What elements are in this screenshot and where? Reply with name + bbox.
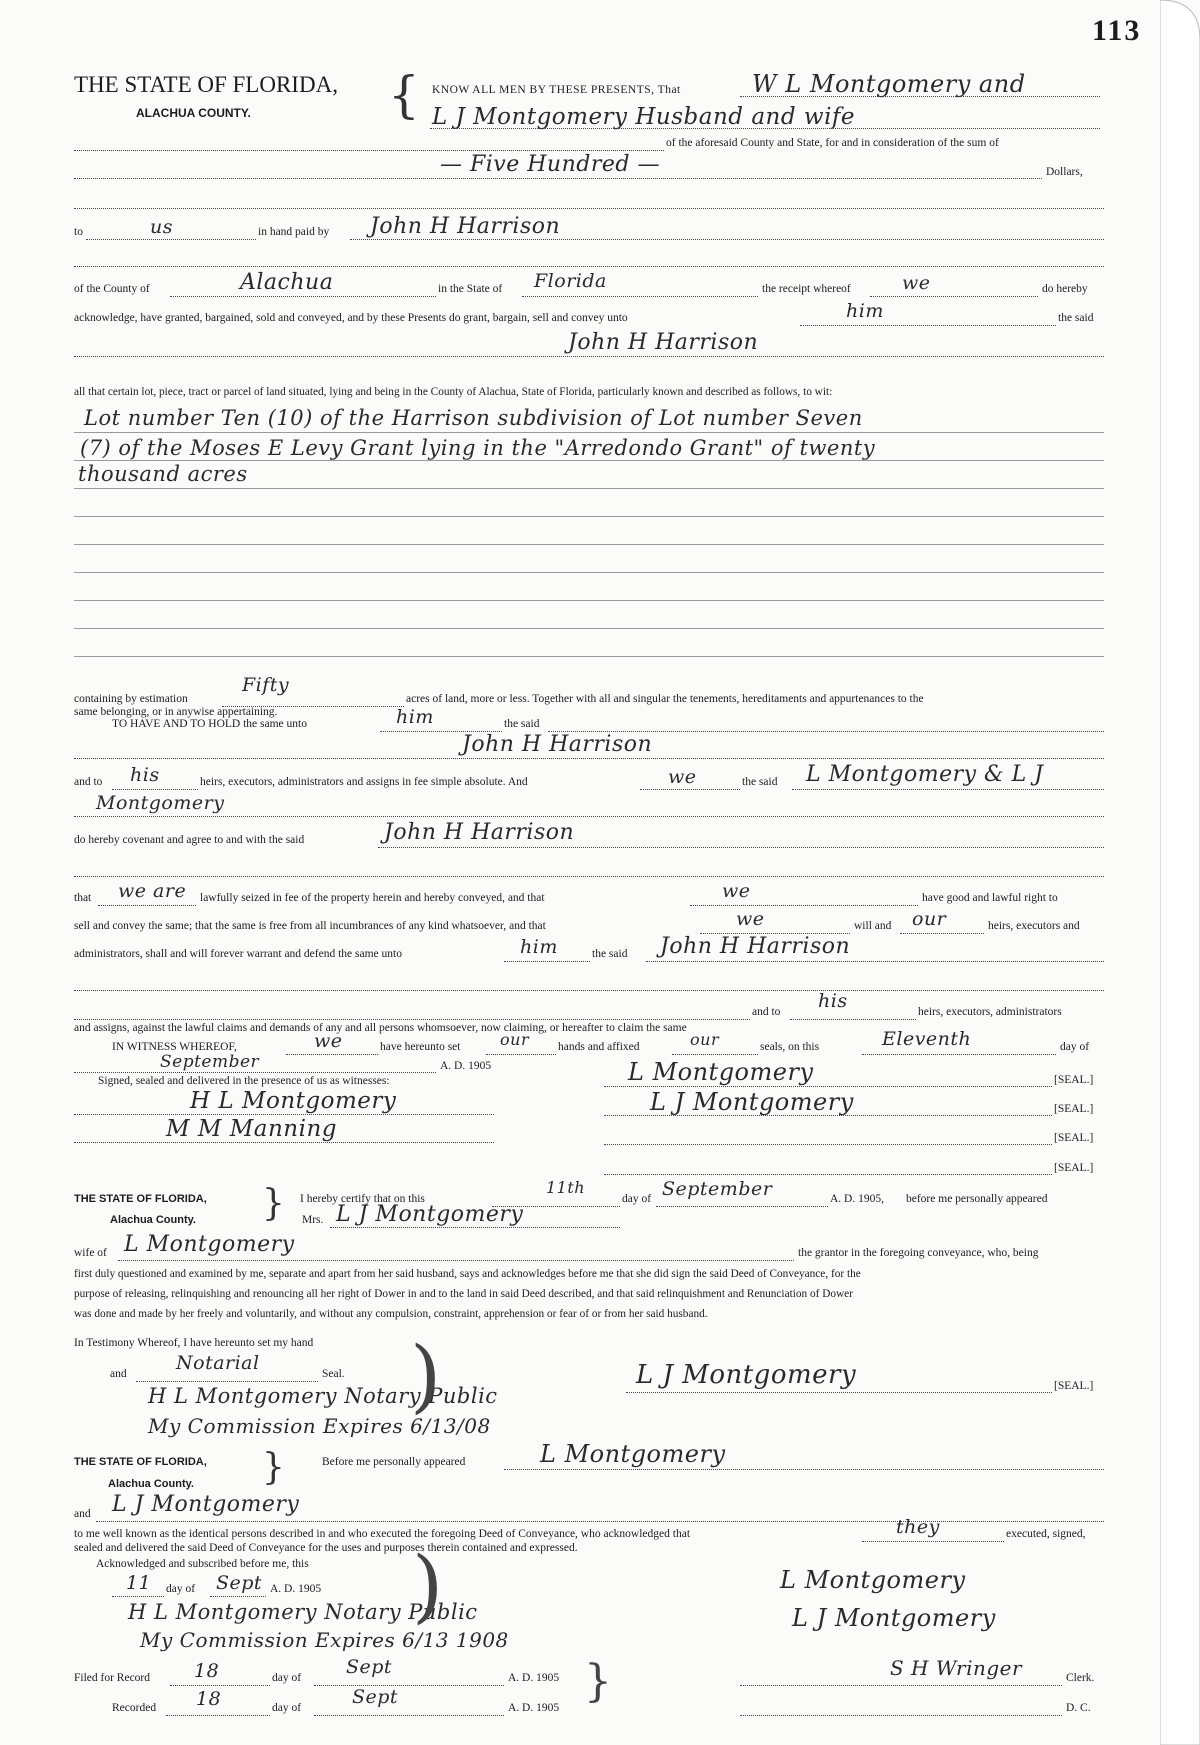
- filed-day-handwriting: 18: [194, 1660, 220, 1682]
- ack2-known-1: to me well known as the identical persons described in and who executed the foregoing Deed of Conveyance, who acknowledged that: [74, 1528, 691, 1540]
- in-state-label: in the State of: [438, 283, 503, 295]
- ack1-day-of: day of: [622, 1193, 652, 1205]
- rule: [504, 1469, 1104, 1470]
- rule: [74, 572, 1104, 573]
- ack1-seal-brace: ): [410, 1329, 442, 1422]
- clerk-label: Clerk.: [1066, 1672, 1095, 1684]
- ack1-signature: L J Montgomery: [636, 1360, 857, 1390]
- county-title: ALACHUA COUNTY.: [136, 106, 251, 120]
- witness-2-signature: M M Manning: [166, 1116, 338, 1142]
- witness-1-signature: H L Montgomery: [190, 1088, 397, 1114]
- rule: [74, 460, 1104, 461]
- know-all-text: KNOW ALL MEN BY THESE PRESENTS, That: [432, 84, 681, 96]
- rule: [74, 758, 1104, 759]
- good-handwriting: we: [722, 880, 751, 902]
- ack2-signature-2: L J Montgomery: [792, 1604, 996, 1632]
- day-of-label: day of: [1060, 1041, 1090, 1053]
- and-to-handwriting: his: [130, 764, 160, 786]
- rule: [96, 1521, 1104, 1522]
- rule: [740, 1685, 1062, 1686]
- recorded-day-handwriting: 18: [196, 1688, 222, 1710]
- ack2-before-me: Before me personally appeared: [322, 1456, 466, 1468]
- said-handwriting-2: Montgomery: [96, 792, 225, 814]
- have-set-label: have hereunto set: [380, 1041, 461, 1053]
- rule: [522, 296, 758, 297]
- ack2-commission-handwriting: My Commission Expires 6/13 1908: [140, 1628, 509, 1652]
- rule: [98, 905, 196, 906]
- covenant-handwriting: John H Harrison: [384, 820, 575, 845]
- grantor-handwriting-2: L J Montgomery Husband and wife: [432, 104, 856, 130]
- and-to-label: and to: [74, 776, 103, 788]
- aforesaid-text: of the aforesaid County and State, for and in consideration of the sum of: [666, 137, 999, 149]
- ack1-wife-of: wife of: [74, 1247, 107, 1259]
- rule: [604, 1174, 1052, 1175]
- recorded-month-handwriting: Sept: [352, 1686, 399, 1708]
- rule: [900, 933, 984, 934]
- rule: [314, 1715, 504, 1716]
- grantor-handwriting-1: W L Montgomery and: [752, 70, 1026, 98]
- rule: [74, 816, 1104, 817]
- rule: [74, 356, 1104, 357]
- defend-handwriting: him: [520, 936, 558, 958]
- signed-sealed-text: Signed, sealed and delivered in the presence of us as witnesses:: [98, 1075, 390, 1087]
- rule: [74, 208, 1104, 209]
- rule: [74, 600, 1104, 601]
- filing-brace: }: [584, 1656, 612, 1707]
- will-and-label: will and: [854, 920, 892, 932]
- rule: [740, 1715, 1062, 1716]
- to-label: to: [74, 226, 83, 238]
- rule: [314, 1685, 504, 1686]
- rule: [504, 961, 590, 962]
- ack2-state: THE STATE OF FLORIDA,: [74, 1456, 207, 1468]
- rule: [74, 266, 1104, 267]
- of-county-label: of the County of: [74, 283, 150, 295]
- rule: [286, 1054, 378, 1055]
- do-hereby-label: do hereby: [1042, 283, 1088, 295]
- and-to-label-2: and to: [752, 1006, 781, 1018]
- will-handwriting: we: [736, 908, 765, 930]
- convey-handwriting: him: [846, 300, 884, 322]
- rule: [86, 239, 256, 240]
- admin-text: administrators, shall and will forever warrant and defend the same unto: [74, 948, 402, 960]
- grantee-handwriting: John H Harrison: [568, 330, 759, 355]
- ack1-notary-handwriting: H L Montgomery Notary Public: [148, 1384, 498, 1408]
- ack1-seal-word: Seal.: [322, 1368, 345, 1380]
- ad-year-label: A. D. 1905: [440, 1060, 492, 1072]
- filed-day-of: day of: [272, 1672, 302, 1684]
- ack1-brace: }: [262, 1183, 285, 1224]
- rule: [330, 1227, 620, 1228]
- rule: [74, 990, 1104, 991]
- header-brace: {: [388, 66, 420, 124]
- filed-label: Filed for Record: [74, 1672, 151, 1684]
- set-handwriting: our: [500, 1030, 530, 1049]
- have-said-label: the said: [504, 718, 540, 730]
- the-said-label-2: the said: [742, 776, 778, 788]
- ack2-executed: executed, signed,: [1006, 1528, 1086, 1540]
- ack1-and: and: [110, 1368, 127, 1380]
- rule: [870, 296, 1038, 297]
- sum-handwriting: — Five Hundred —: [440, 152, 660, 177]
- rule: [74, 1019, 750, 1020]
- ack2-notary-handwriting: H L Montgomery Notary Public: [128, 1600, 478, 1624]
- ack2-signature-1: L Montgomery: [780, 1566, 966, 1594]
- clerk-signature: S H Wringer: [890, 1656, 1023, 1680]
- rule: [430, 128, 1100, 129]
- rule: [170, 1685, 270, 1686]
- ack1-month-handwriting: September: [662, 1178, 773, 1200]
- ack2-and-handwriting: L J Montgomery: [112, 1492, 300, 1517]
- and-handwriting: we: [668, 766, 697, 788]
- rule: [604, 1144, 1052, 1145]
- covenant-text: do hereby covenant and agree to and with the said: [74, 834, 305, 846]
- receipt-handwriting: we: [902, 272, 931, 294]
- ack1-mrs-handwriting: L J Montgomery: [336, 1202, 524, 1227]
- acres-handwriting: Fifty: [242, 674, 290, 696]
- rule: [74, 1142, 494, 1143]
- sell-text: sell and convey the same; that the same is free from all incumbrances of any kind whatsoever, and that: [74, 920, 546, 932]
- ack2-and: and: [74, 1508, 91, 1520]
- heirs-text: heirs, executors, administrators and assigns in fee simple absolute. And: [200, 776, 528, 788]
- ack2-day-of: day of: [166, 1583, 196, 1595]
- rule: [112, 789, 198, 790]
- county-handwriting: Alachua: [240, 270, 334, 295]
- rule: [800, 325, 1056, 326]
- ack2-ad: A. D. 1905: [270, 1583, 322, 1595]
- have-handwriting: him: [396, 706, 434, 728]
- dc-label: D. C.: [1066, 1702, 1091, 1714]
- defend-name-handwriting: John H Harrison: [660, 934, 851, 959]
- ack1-state: THE STATE OF FLORIDA,: [74, 1193, 207, 1205]
- rule: [74, 516, 1104, 517]
- ack1-mrs: Mrs.: [302, 1214, 324, 1226]
- his-handwriting-2: his: [818, 990, 848, 1012]
- ack2-day-handwriting: 11: [126, 1572, 152, 1594]
- rule: [626, 1392, 1052, 1393]
- defend-said-label: the said: [592, 948, 628, 960]
- rule: [350, 239, 1104, 240]
- seized-text: lawfully seized in fee of the property herein and hereby conveyed, and that: [200, 892, 545, 904]
- filed-month-handwriting: Sept: [346, 1656, 393, 1678]
- ack2-known-2: sealed and delivered the said Deed of Conveyance for the uses and purposes therein contained and expressed.: [74, 1542, 578, 1554]
- ack1-day-handwriting: 11th: [546, 1178, 586, 1197]
- rule: [74, 656, 1104, 657]
- rule: [74, 1114, 494, 1115]
- ack2-subscribed: Acknowledged and subscribed before me, this: [96, 1558, 309, 1570]
- rule: [862, 1541, 1004, 1542]
- hands-affixed-label: hands and affixed: [558, 1041, 640, 1053]
- ack1-notarial-handwriting: Notarial: [176, 1352, 260, 1374]
- in-hand-paid-label: in hand paid by: [258, 226, 330, 238]
- rule: [790, 1019, 916, 1020]
- filed-ad: A. D. 1905: [508, 1672, 560, 1684]
- assigns-text: and assigns, against the lawful claims and demands of any and all persons whomsoever, now claiming, or hereafter to claim the same: [74, 1022, 687, 1034]
- ack1-paragraph-2: purpose of releasing, relinquishing and renouncing all her right of Dower in and to the land in said Deed described, and that said relinquishment and Renunciation of Dower: [74, 1288, 853, 1300]
- rule: [136, 1381, 318, 1382]
- acknowledge-text: acknowledge, have granted, bargained, sold and conveyed, and by these Presents do grant, bargain, sell and convey unto: [74, 312, 628, 324]
- page-number: 113: [1092, 14, 1142, 47]
- good-text: have good and lawful right to: [922, 892, 1058, 904]
- witness-label: IN WITNESS WHEREOF,: [112, 1041, 237, 1053]
- ack1-paragraph-3: was done and made by her freely and voluntarily, and without any compulsion, constraint, apprehension or fear of or from her said husband.: [74, 1308, 708, 1320]
- rule: [166, 1715, 270, 1716]
- state-handwriting: Florida: [534, 270, 607, 292]
- ack1-testimony: In Testimony Whereof, I have hereunto set my hand: [74, 1337, 314, 1349]
- rule: [604, 1115, 1052, 1116]
- seal-2: [SEAL.]: [1054, 1103, 1094, 1115]
- ack2-month-handwriting: Sept: [216, 1572, 263, 1594]
- rule: [378, 847, 1104, 848]
- that-label: that: [74, 892, 92, 904]
- rule: [112, 1596, 164, 1597]
- all-that-text: all that certain lot, piece, tract or parcel of land situated, lying and being in the County of Alachua, State of Florida, particularly known and described as follows, to wit:: [74, 386, 833, 398]
- our-handwriting: our: [912, 908, 947, 930]
- ack2-seal-brace: ): [412, 1539, 444, 1632]
- ack1-certify: I hereby certify that on this: [300, 1193, 425, 1205]
- receipt-label: the receipt whereof: [762, 283, 851, 295]
- ack1-commission-handwriting: My Commission Expires 6/13/08: [148, 1414, 491, 1438]
- seal-4: [SEAL.]: [1054, 1162, 1094, 1174]
- seized-handwriting: we are: [118, 880, 187, 902]
- grantor-2-signature: L J Montgomery: [650, 1088, 854, 1116]
- seal-1: [SEAL.]: [1054, 1074, 1094, 1086]
- ack1-appeared: before me personally appeared: [906, 1193, 1048, 1205]
- to-handwriting: us: [150, 216, 173, 238]
- heirs-exec-label-2: heirs, executors, administrators: [918, 1006, 1062, 1018]
- rule: [118, 1260, 794, 1261]
- have-name-handwriting: John H Harrison: [462, 732, 653, 757]
- description-line-1: Lot number Ten (10) of the Harrison subdivision of Lot number Seven: [84, 406, 863, 430]
- ack2-before-handwriting: L Montgomery: [540, 1440, 726, 1468]
- witness-handwriting: we: [314, 1030, 343, 1052]
- description-line-2: (7) of the Moses E Levy Grant lying in the "Arredondo Grant" of twenty: [80, 436, 876, 460]
- seal-3: [SEAL.]: [1054, 1132, 1094, 1144]
- rule: [640, 789, 740, 790]
- rule: [862, 1054, 1056, 1055]
- ack1-seal: [SEAL.]: [1054, 1380, 1094, 1392]
- seals-on-label: seals, on this: [760, 1041, 820, 1053]
- ack1-paragraph-1: first duly questioned and examined by me, separate and apart from her said husband, says and acknowledges before me that she did sign the said Deed of Conveyance, for the: [74, 1268, 861, 1280]
- same-belonging-text: same belonging, or in anywise appertaining.: [74, 706, 278, 718]
- acres-text: acres of land, more or less. Together with all and singular the tenements, hereditaments and appurtenances to the: [406, 693, 924, 705]
- rule: [74, 876, 1104, 877]
- rule: [74, 628, 1104, 629]
- ack2-they-handwriting: they: [896, 1516, 940, 1538]
- rule: [74, 488, 1104, 489]
- recorded-ad: A. D. 1905: [508, 1702, 560, 1714]
- said-handwriting-1: L Montgomery & L J: [806, 762, 1044, 787]
- rule: [486, 1054, 556, 1055]
- rule: [170, 296, 436, 297]
- heirs-exec-label: heirs, executors and: [988, 920, 1080, 932]
- grantor-1-signature: L Montgomery: [628, 1058, 814, 1086]
- affixed-handwriting: our: [690, 1030, 720, 1049]
- rule: [74, 1072, 436, 1073]
- rule: [210, 1596, 266, 1597]
- recorded-day-of: day of: [272, 1702, 302, 1714]
- state-title: THE STATE OF FLORIDA,: [74, 72, 338, 97]
- dollars-label: Dollars,: [1046, 166, 1083, 178]
- the-said-label: the said: [1058, 312, 1094, 324]
- rule: [792, 789, 1104, 790]
- rule: [74, 178, 1042, 179]
- rule: [690, 905, 918, 906]
- ack1-grantor-text: the grantor in the foregoing conveyance, who, being: [798, 1247, 1039, 1259]
- day-handwriting: Eleventh: [882, 1028, 972, 1050]
- ack1-wife-handwriting: L Montgomery: [124, 1232, 295, 1257]
- rule: [74, 150, 664, 151]
- rule: [74, 432, 1104, 433]
- containing-label: containing by estimation: [74, 693, 188, 705]
- rule: [672, 1054, 758, 1055]
- to-have-label: TO HAVE AND TO HOLD the same unto: [112, 718, 307, 730]
- payer-handwriting: John H Harrison: [370, 214, 561, 239]
- description-line-3: thousand acres: [78, 462, 248, 486]
- ack2-brace: }: [262, 1447, 285, 1488]
- rule: [74, 544, 1104, 545]
- month-handwriting: September: [160, 1052, 260, 1072]
- rule: [646, 961, 1104, 962]
- recorded-label: Recorded: [112, 1702, 157, 1714]
- ack1-county: Alachua County.: [110, 1214, 196, 1226]
- page-curl-edge: [1160, 0, 1200, 1745]
- rule: [656, 1206, 828, 1207]
- ack2-county: Alachua County.: [108, 1478, 194, 1490]
- ack1-ad: A. D. 1905,: [830, 1193, 884, 1205]
- rule: [740, 96, 1100, 97]
- rule: [604, 1086, 1052, 1087]
